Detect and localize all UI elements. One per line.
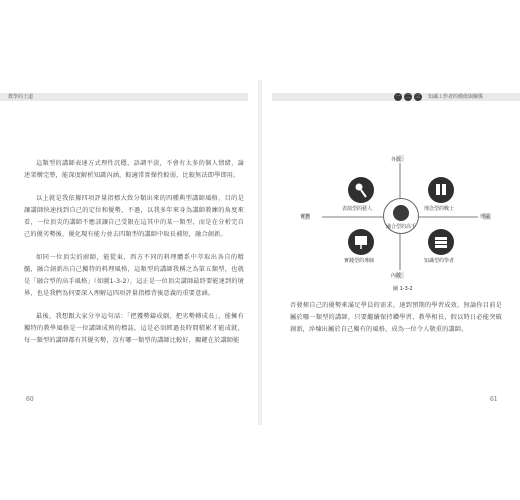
quadrant-top-left-label: 表演型的藝人 (342, 206, 373, 212)
paragraph: 否發揮自己的優勢來滿足學員的需求，達到預期的學習成效。無論你目前是屬於哪一類型的講師，只要繼續保持鑽學習、教學相長，假以時日必能突破創新，淬煉出屬於自己獨有的風格，成為一位令人敬重的講師。 (290, 302, 502, 333)
left-header-bar (0, 93, 248, 101)
left-body-text (24, 158, 244, 359)
quadrant-bottom-left-label: 實踐型的導師 (344, 258, 375, 264)
books-icon (428, 229, 454, 255)
axis-bottom-label: 內斂 (391, 273, 402, 279)
figure-caption: 圖 1-3-2 (393, 286, 413, 292)
microphone-icon (348, 177, 374, 203)
fist-icon (428, 177, 454, 203)
paragraph: 最後，我想跟大家分享這句話：「把獲勢鑄成劇，把劣勢轉成長」，能擁有獨特的教學風格是一位講師成熟的標誌，這是必須經過長時間積累才能成就，每一類型的講師都有其優劣勢，沒有哪一類型的講師比較好，關鍵在於講師能 (24, 313, 244, 344)
axis-right-label: 理論 (480, 214, 491, 220)
axis-top-label: 外放 (391, 157, 402, 163)
chapter-icon-1: 一 (395, 94, 401, 100)
chapter-icons (394, 93, 422, 101)
paragraph: 以上就是我依據四項評量指標大致分類出來的四種典型講師風格，目的是讓講師快速找到自己的定位和優勢，不過，以我多年來身為講師教練的角度來看，一位頂尖的講師不應該讓自己受限在這其中的某一類型，而是在分析完自己的優劣勢後，優化現有能力並去四類型的講師中取長補短，融合創新。 (24, 195, 244, 238)
paragraph: 如同一位頂尖的廚師，能從東，西方不同的料理體系中萃取出各自的精髓，融合創新出自己獨特的料理風格，這類型的講師我稱之為第五類型，也就是「融合型的高手風格」（如圖1-3-2），這正是一位頂尖講師最終要能達到的境界，也是我們為何要深入理解這四項評量指標背後意義的重要意涵。 (24, 254, 244, 297)
right-header-title: 知識工作者的價值與關係 (428, 94, 484, 100)
axis-left-label: 實務 (300, 214, 311, 220)
center-label: 融合型的高手 (386, 224, 417, 230)
left-header-title: 教學的王道 (8, 94, 34, 100)
paragraph: 這類型的講師表達方式理性沉穩，語調平淡，不會有太多的個人情緒，論述架構完整，能深度解析知識內涵，較適常實操性較弱，比較無法即學即用。 (24, 160, 244, 179)
quadrant-bottom-right-label: 知識型的學者 (424, 258, 455, 264)
fusion-icon (393, 205, 409, 221)
right-page-number: 61 (490, 396, 498, 403)
chapter-icon-3: 三 (415, 94, 421, 100)
style-diagram (300, 155, 500, 280)
left-page-number: 60 (26, 396, 34, 403)
book-spine (258, 80, 262, 425)
quadrant-top-right-label: 理念型的戰士 (424, 206, 455, 212)
chapter-icon-2: 二 (405, 94, 411, 100)
right-body-text (290, 300, 502, 347)
board-icon (348, 229, 374, 255)
